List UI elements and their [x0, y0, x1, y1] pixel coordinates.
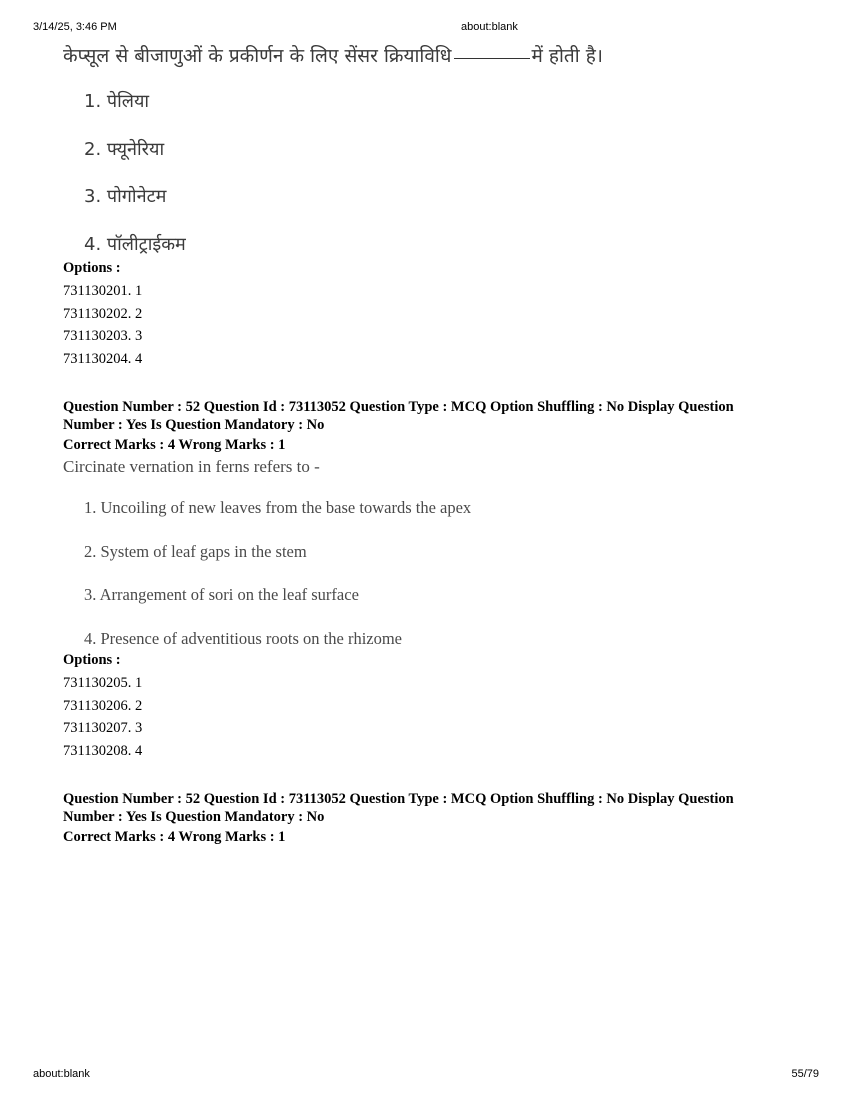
question-51-text-before: केप्सूल से बीजाणुओं के प्रकीर्णन के लिए सेंसर क्रियाविधि — [63, 45, 452, 67]
question-marks: Correct Marks : 4 Wrong Marks : 1 — [63, 437, 286, 453]
question-51-choice-3: 3. पोगोनेटम — [84, 186, 167, 207]
question-52-choice-1: 1. Uncoiling of new leaves from the base towards the apex — [84, 498, 472, 517]
option-id: 731130205. 1 — [63, 675, 143, 691]
answer-blank — [454, 57, 530, 59]
question-51-text — [63, 42, 603, 68]
print-title: about:blank — [461, 21, 518, 33]
option-id: 731130204. 4 — [63, 350, 143, 367]
question-meta-line-2: Number : Yes Is Question Mandatory : No — [63, 416, 325, 433]
question-meta-line-1: Question Number : 52 Question Id : 73113052 Question Type : MCQ Option Shuffling : No Display Question — [63, 791, 734, 807]
question-51-options — [63, 260, 783, 370]
question-51-choice-1: 1. पेलिया — [84, 91, 150, 112]
option-id: 731130201. 1 — [63, 283, 143, 299]
question-52-meta — [63, 399, 803, 455]
question-marks: Correct Marks : 4 Wrong Marks : 1 — [63, 829, 286, 845]
question-52-text: Circinate vernation in ferns refers to - — [63, 457, 320, 476]
options-label: Options : — [63, 652, 121, 668]
print-datetime: 3/14/25, 3:46 PM — [33, 21, 117, 33]
question-51-text-after: में होती है। — [531, 45, 603, 67]
question-meta-line-2: Number : Yes Is Question Mandatory : No — [63, 808, 325, 825]
question-52-choice-4: 4. Presence of adventitious roots on the rhizome — [84, 629, 403, 648]
question-meta-line-1: Question Number : 52 Question Id : 73113052 Question Type : MCQ Option Shuffling : No Display Question — [63, 399, 734, 415]
print-url: about:blank — [33, 1068, 90, 1080]
option-id: 731130203. 3 — [63, 328, 143, 345]
question-51-choice-2: 2. फ्यूनेरिया — [84, 139, 165, 160]
question-52-hindi-meta — [63, 791, 803, 847]
option-id: 731130206. 2 — [63, 697, 143, 714]
option-id: 731130202. 2 — [63, 305, 143, 322]
option-id: 731130208. 4 — [63, 742, 143, 759]
question-52-choice-3: 3. Arrangement of sori on the leaf surface — [84, 585, 359, 604]
page-number: 55/79 — [791, 1068, 819, 1080]
question-51-choice-4: 4. पॉलीट्राईकम — [84, 234, 186, 255]
question-52-choice-2: 2. System of leaf gaps in the stem — [84, 542, 307, 561]
options-label: Options : — [63, 260, 121, 276]
question-52-options — [63, 652, 783, 762]
option-id: 731130207. 3 — [63, 720, 143, 737]
